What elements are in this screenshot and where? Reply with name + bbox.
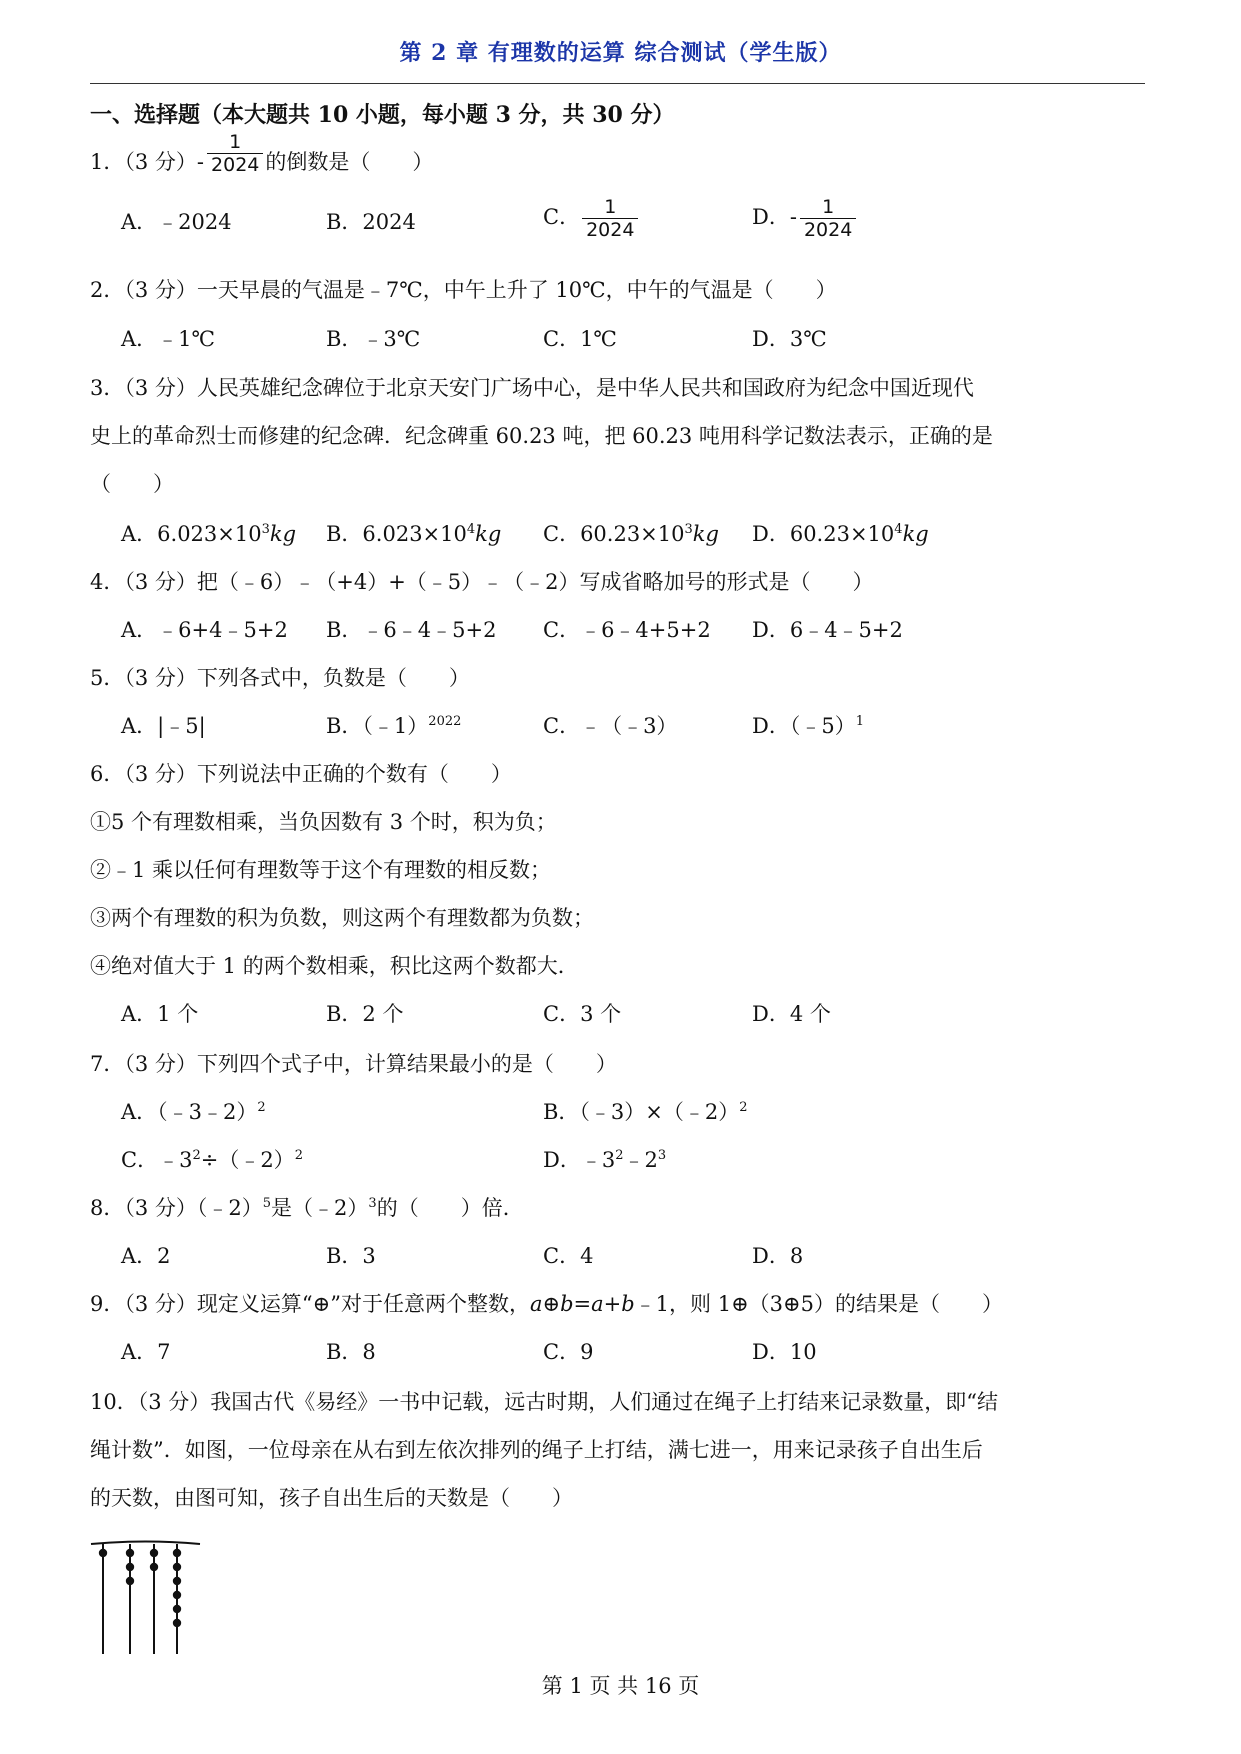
option-text: ÷（﹣2） [200, 1148, 295, 1172]
option-text: C．60.23×10 [543, 522, 685, 546]
question-9 [90, 1290, 1003, 1318]
unit: kg [269, 522, 297, 546]
knot-4-2 [173, 1563, 181, 1571]
formula: a⊕b=a+b [529, 1292, 635, 1316]
fraction [207, 131, 263, 176]
q3-option-c [543, 520, 719, 548]
question-text: 9．（3 分）现定义运算“⊕”对于任意两个整数， [90, 1292, 530, 1316]
q5-option-b [326, 712, 461, 740]
unit: kg [475, 522, 502, 546]
exponent: 3 [657, 1148, 667, 1163]
exponent: 3 [261, 522, 270, 537]
knot-4-4 [173, 1591, 181, 1599]
q6-option-b: B．2 个 [326, 1002, 404, 1026]
statement-1: ①5 个有理数相乘，当负因数有 3 个时，积为负； [90, 810, 557, 834]
fraction-numerator: 1 [822, 196, 835, 218]
q7-option-a [121, 1098, 266, 1126]
knot-4-6 [173, 1619, 181, 1627]
q4-option-d: D．6﹣4﹣5+2 [752, 618, 903, 642]
q8-option-d: D．8 [752, 1244, 804, 1268]
knot-3-2 [150, 1563, 158, 1571]
question-5: 5．（3 分）下列各式中，负数是（ ） [90, 666, 470, 690]
option-text: A．（﹣3﹣2） [121, 1100, 258, 1124]
exponent: 2 [739, 1100, 748, 1115]
q2-option-c: C．1℃ [543, 327, 617, 351]
fraction-denominator: 2024 [207, 153, 263, 176]
q1-option-d [752, 196, 858, 241]
option-text: ﹣2 [623, 1148, 658, 1172]
question-3-line-1: 3．（3 分）人民英雄纪念碑位于北京天安门广场中心，是中华人民共和国政府为纪念中国近现代 [90, 376, 974, 400]
q3-option-a [121, 520, 296, 548]
q1-option-b: B．2024 [326, 210, 416, 234]
q7-option-b [543, 1098, 748, 1126]
question-4: 4．（3 分）把（﹣6）﹣（+4）+（﹣5）﹣（﹣2）写成省略加号的形式是（ ） [90, 570, 874, 594]
q1-option-a: A．﹣2024 [121, 210, 232, 234]
question-text: 8．（3 分）（﹣2） [90, 1196, 263, 1220]
q5-option-c: C．﹣（﹣3） [543, 714, 678, 738]
statement-2: ②﹣1 乘以任何有理数等于这个有理数的相反数； [90, 858, 552, 882]
q4-option-a: A．﹣6+4﹣5+2 [121, 618, 288, 642]
q1-option-c [543, 196, 640, 241]
knot-3-1 [150, 1549, 158, 1557]
q8-option-b: B．3 [326, 1244, 376, 1268]
question-10-line-3: 的天数，由图可知，孩子自出生后的天数是（ ） [90, 1486, 573, 1510]
question-10-line-1: 10．（3 分）我国古代《易经》一书中记载，远古时期，人们通过在绳子上打结来记录数量，即“结 [90, 1390, 998, 1414]
knot-2-2 [126, 1563, 134, 1571]
q2-option-d: D．3℃ [752, 327, 827, 351]
question-text: ﹣1，则 1⊕（3⊕5）的结果是（ ） [634, 1292, 1003, 1316]
fraction-numerator: 1 [229, 131, 242, 153]
statement-4: ④绝对值大于 1 的两个数相乘，积比这两个数都大． [90, 954, 579, 978]
q9-option-b: B．8 [326, 1340, 376, 1364]
question-3-line-2: 史上的革命烈士而修建的纪念碑．纪念碑重 60.23 吨，把 60.23 吨用科学记数法表示，正确的是 [90, 424, 993, 448]
q7-option-d [543, 1146, 666, 1174]
exponent: 1 [855, 714, 864, 729]
q6-option-d: D．4 个 [752, 1002, 831, 1026]
exponent: 3 [368, 1196, 377, 1211]
question-8 [90, 1194, 524, 1222]
section-title: 一、选择题（本大题共 10 小题，每小题 3 分，共 30 分） [90, 102, 675, 128]
q8-option-c: C．4 [543, 1244, 594, 1268]
rope-top-bar [91, 1542, 200, 1545]
knot-4-5 [173, 1605, 181, 1613]
page-title: 第 2 章 有理数的运算 综合测试（学生版） [399, 40, 842, 66]
unit: kg [692, 522, 719, 546]
question-text: 的倒数是（ ） [265, 150, 434, 174]
q5-option-a: A．|﹣5| [121, 714, 206, 738]
exponent: 4 [466, 522, 476, 537]
knot-4-3 [173, 1577, 181, 1585]
exponent: 2 [615, 1148, 624, 1163]
header-rule [90, 83, 1145, 84]
knot-2-1 [126, 1549, 134, 1557]
fraction [582, 196, 638, 241]
option-text: B．（﹣1） [326, 714, 429, 738]
rope-group [99, 1544, 181, 1654]
minus-sign: - [196, 150, 205, 174]
question-1 [90, 131, 434, 176]
exponent: 2022 [428, 714, 462, 729]
option-label: C． [543, 205, 581, 229]
q6-option-c: C．3 个 [543, 1002, 622, 1026]
question-text: 是（﹣2） [271, 1196, 369, 1220]
fraction-denominator: 2024 [800, 218, 856, 241]
q4-option-b: B．﹣6﹣4﹣5+2 [326, 618, 497, 642]
knot-rope-figure [90, 1540, 210, 1660]
fraction [800, 196, 856, 241]
knot-1-1 [99, 1549, 107, 1557]
exponent: 2 [294, 1148, 303, 1163]
q4-option-c: C．﹣6﹣4+5+2 [543, 618, 711, 642]
q2-option-a: A．﹣1℃ [121, 327, 216, 351]
q6-option-a: A．1 个 [121, 1002, 199, 1026]
question-number: 1．（3 分） [90, 150, 197, 174]
fraction-denominator: 2024 [582, 218, 638, 241]
exponent: 4 [894, 522, 903, 537]
option-text: D．60.23×10 [752, 522, 895, 546]
q9-option-a: A．7 [121, 1340, 171, 1364]
knot-4-1 [173, 1549, 181, 1557]
q5-option-d [752, 712, 864, 740]
question-3-line-3: （ ） [90, 472, 174, 496]
option-text: C．﹣3 [121, 1148, 193, 1172]
option-text: D．（﹣5） [752, 714, 856, 738]
q3-option-b [326, 520, 501, 548]
knot-2-3 [126, 1577, 134, 1585]
option-text: A．6.023×10 [121, 522, 262, 546]
q7-option-c [121, 1146, 303, 1174]
option-text: B．（﹣3）×（﹣2） [543, 1100, 740, 1124]
exponent: 5 [262, 1196, 272, 1211]
question-6: 6．（3 分）下列说法中正确的个数有（ ） [90, 762, 512, 786]
question-10-line-2: 绳计数”．如图，一位母亲在从右到左依次排列的绳子上打结，满七进一，用来记录孩子自出生后 [90, 1438, 983, 1462]
minus-sign: - [789, 205, 797, 229]
unit: kg [902, 522, 929, 546]
question-text: 的（ ）倍． [376, 1196, 524, 1220]
q8-option-a: A．2 [121, 1244, 171, 1268]
fraction-numerator: 1 [604, 196, 617, 218]
exponent: 2 [192, 1148, 201, 1163]
q3-option-d [752, 520, 929, 548]
exponent: 2 [257, 1100, 266, 1115]
exponent: 3 [684, 522, 693, 537]
statement-3: ③两个有理数的积为负数，则这两个有理数都为负数； [90, 906, 594, 930]
q9-option-d: D．10 [752, 1340, 817, 1364]
page-footer: 第 1 页 共 16 页 [541, 1674, 700, 1698]
option-text: D．﹣3 [543, 1148, 616, 1172]
option-text: B．6.023×10 [326, 522, 467, 546]
question-2: 2．（3 分）一天早晨的气温是﹣7℃，中午上升了 10℃，中午的气温是（ ） [90, 278, 837, 302]
q2-option-b: B．﹣3℃ [326, 327, 421, 351]
option-label: D． [752, 205, 790, 229]
question-7: 7．（3 分）下列四个式子中，计算结果最小的是（ ） [90, 1052, 617, 1076]
q9-option-c: C．9 [543, 1340, 594, 1364]
